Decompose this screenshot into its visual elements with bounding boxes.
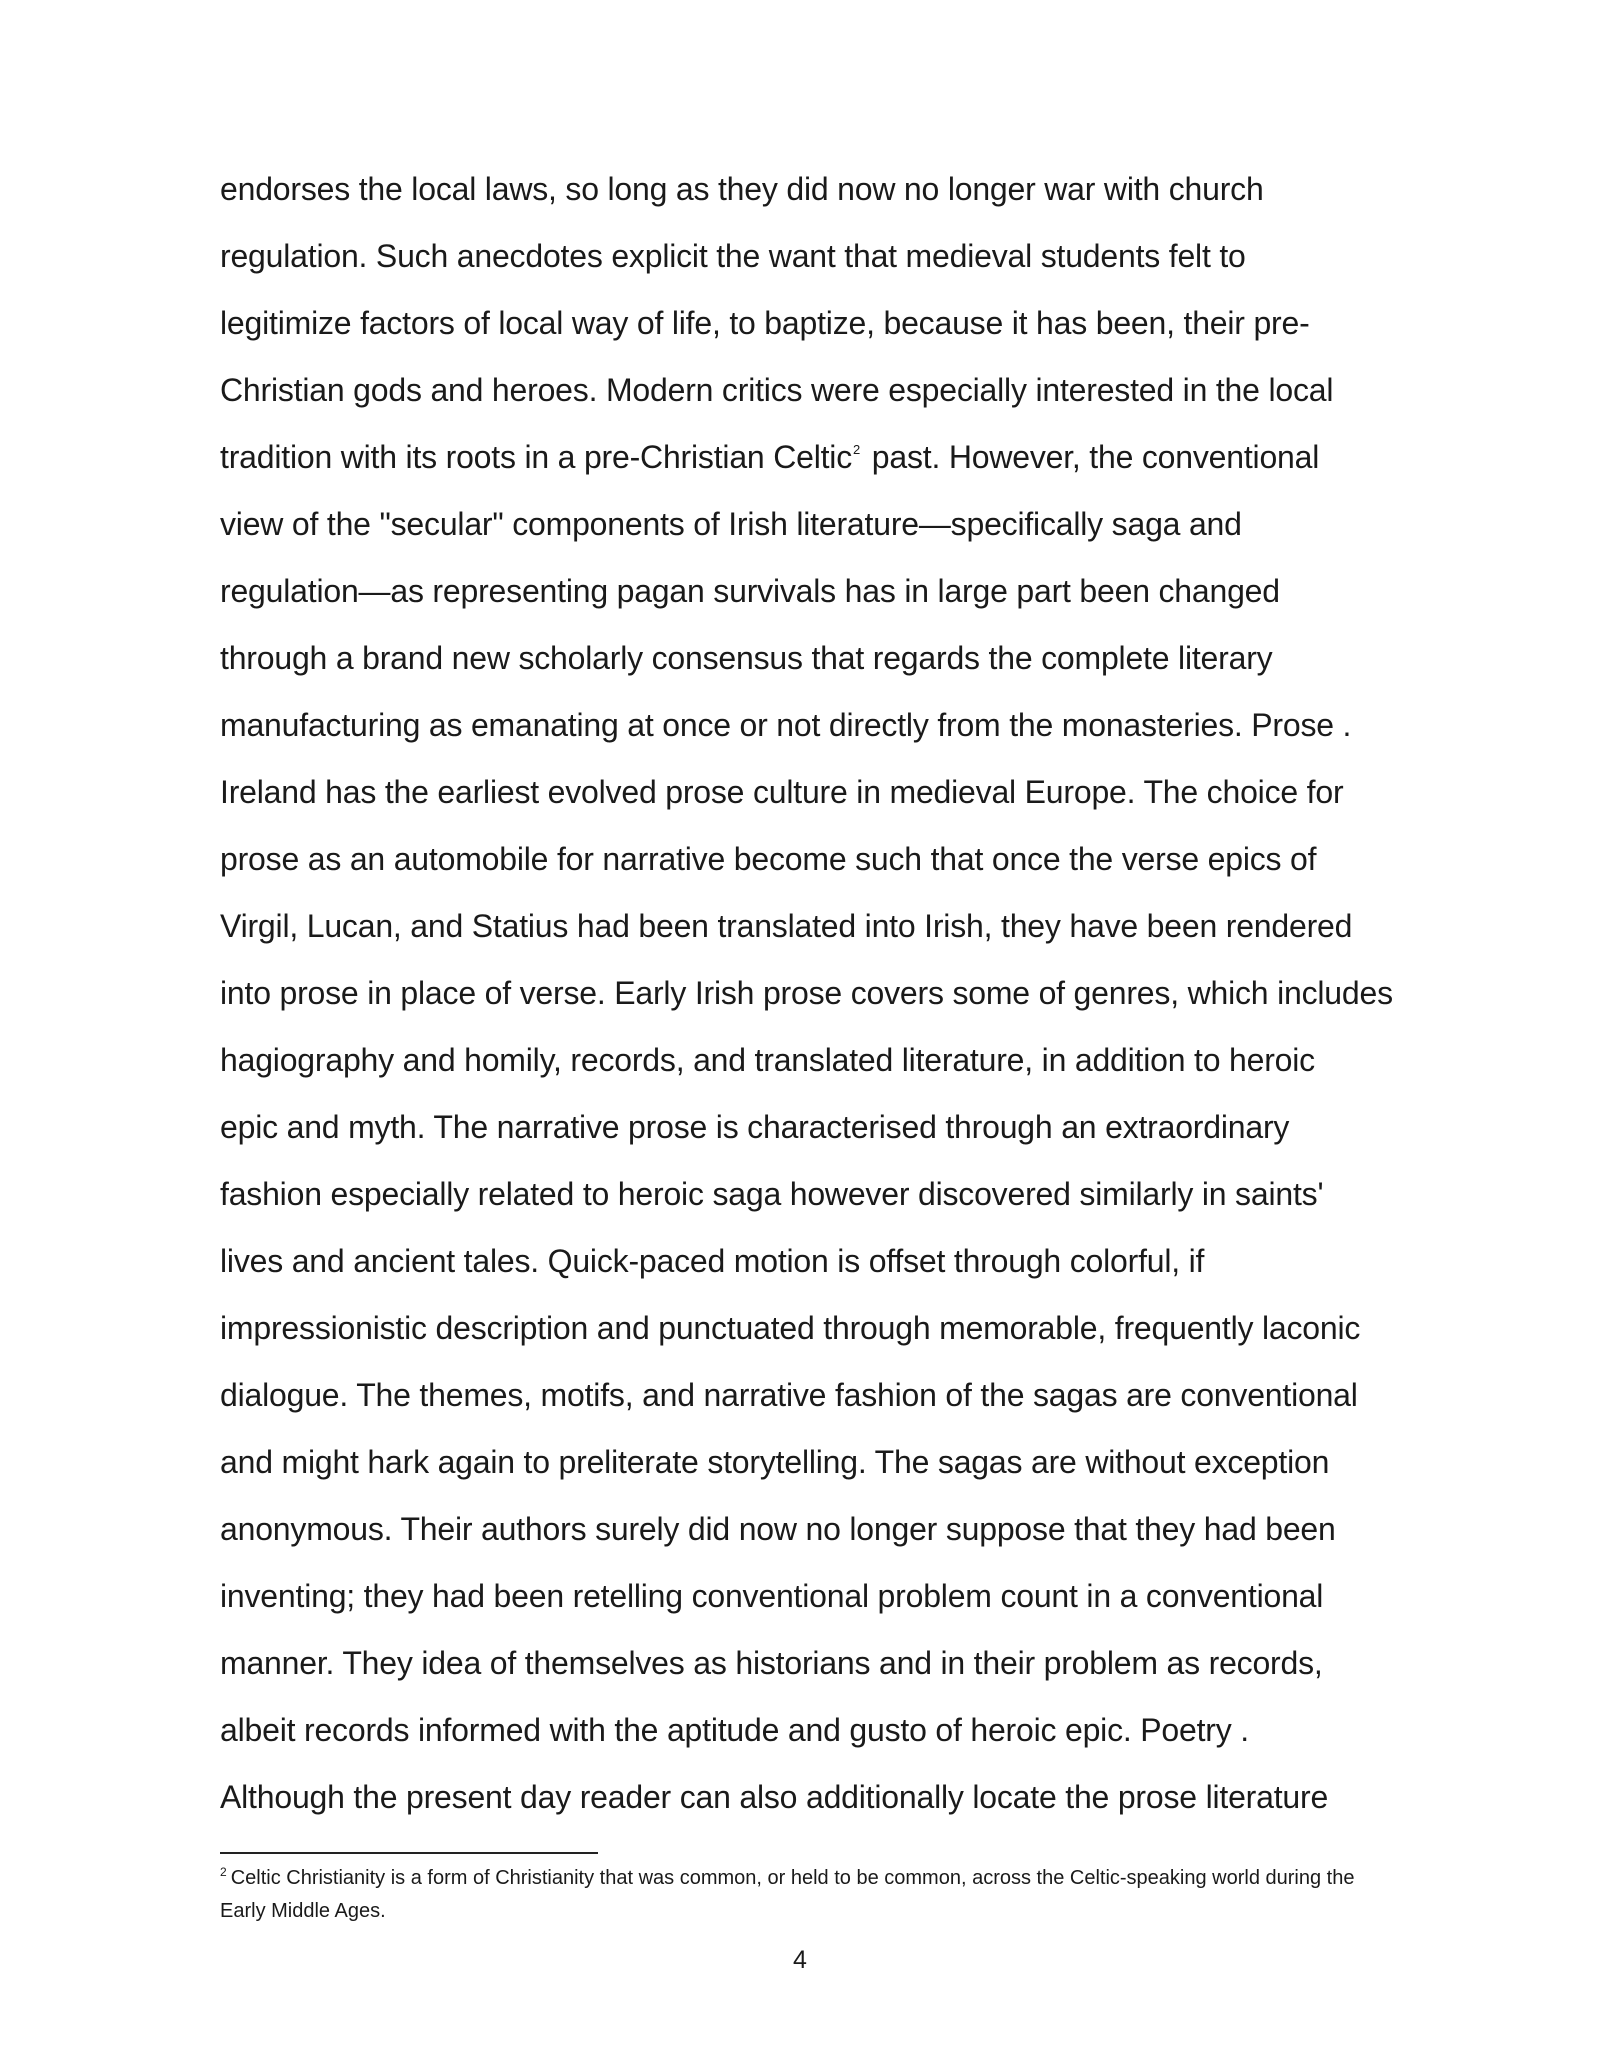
text-line: legitimize factors of local way of life, to baptize, because it has been, their pre- — [220, 305, 1310, 341]
text-line: prose as an automobile for narrative become such that once the verse epics of — [220, 841, 1317, 877]
text-line: Christian gods and heroes. Modern critics were especially interested in the local — [220, 372, 1334, 408]
text-line: inventing; they had been retelling conventional problem count in a conventional — [220, 1578, 1324, 1614]
footnote-reference[interactable]: 2 — [853, 442, 861, 457]
text-line: Although the present day reader can also additionally locate the prose literature — [220, 1779, 1329, 1815]
footnote-separator — [220, 1852, 598, 1854]
text-line: into prose in place of verse. Early Irish prose covers some of genres, which includes — [220, 975, 1393, 1011]
text-line: Virgil, Lucan, and Statius had been translated into Irish, they have been rendered — [220, 908, 1353, 944]
footnote-line — [220, 1862, 1520, 1895]
text-line: manner. They idea of themselves as historians and in their problem as records, — [220, 1645, 1323, 1681]
text-line: endorses the local laws, so long as they did now no longer war with church — [220, 171, 1264, 207]
text-line: regulation. Such anecdotes explicit the want that medieval students felt to — [220, 238, 1246, 274]
text-line: fashion especially related to heroic saga however discovered similarly in saints' — [220, 1176, 1324, 1212]
text-line: Ireland has the earliest evolved prose culture in medieval Europe. The choice for — [220, 774, 1344, 810]
text-line: manufacturing as emanating at once or not directly from the monasteries. Prose . — [220, 707, 1352, 743]
text-line-with-footnote-ref — [220, 424, 1500, 491]
text-segment: tradition with its roots in a pre-Christian Celtic — [220, 439, 853, 475]
text-line: epic and myth. The narrative prose is characterised through an extraordinary — [220, 1109, 1290, 1145]
text-line: dialogue. The themes, motifs, and narrative fashion of the sagas are conventional — [220, 1377, 1358, 1413]
text-segment: past. However, the conventional — [863, 439, 1320, 475]
page-number: 4 — [793, 1946, 807, 1974]
text-line: albeit records informed with the aptitude and gusto of heroic epic. Poetry . — [220, 1712, 1249, 1748]
text-line: anonymous. Their authors surely did now no longer suppose that they had been — [220, 1511, 1336, 1547]
text-line: lives and ancient tales. Quick-paced motion is offset through colorful, if — [220, 1243, 1205, 1279]
text-line: impressionistic description and punctuated through memorable, frequently laconic — [220, 1310, 1361, 1346]
text-line: through a brand new scholarly consensus that regards the complete literary — [220, 640, 1273, 676]
footnote-marker: 2 — [220, 1865, 227, 1879]
footnote — [220, 1862, 1520, 1928]
text-line: and might hark again to preliterate storytelling. The sagas are without exception — [220, 1444, 1330, 1480]
text-line: view of the "secular" components of Irish literature—specifically saga and — [220, 506, 1242, 542]
text-line: regulation—as representing pagan survivals has in large part been changed — [220, 573, 1280, 609]
footnote-text: Celtic Christianity is a form of Christianity that was common, or held to be common, across the Celtic-speaking world during the — [230, 1867, 1355, 1889]
body-text — [220, 156, 1500, 1831]
text-line: hagiography and homily, records, and translated literature, in addition to heroic — [220, 1042, 1315, 1078]
footnote-line: Early Middle Ages. — [220, 1900, 386, 1922]
